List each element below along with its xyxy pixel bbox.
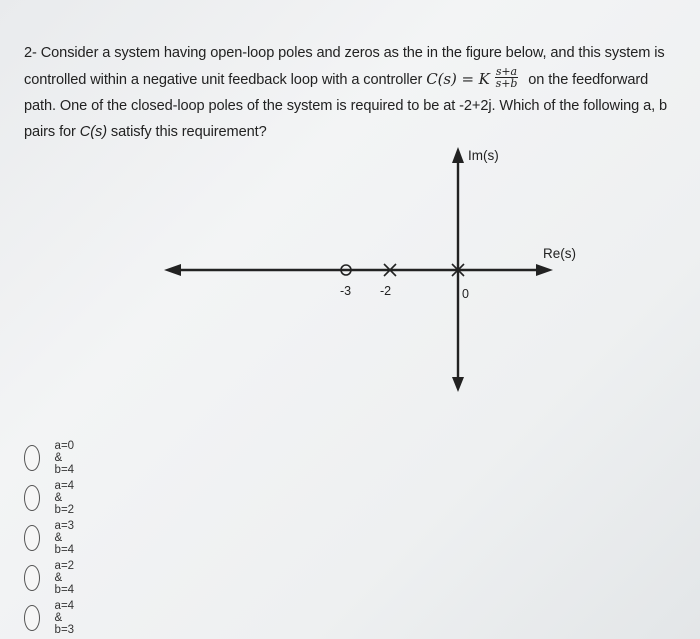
option-2[interactable]: [24, 480, 85, 516]
fraction-denominator: s+b: [495, 76, 518, 90]
question-line-2-start: controlled within a negative unit feedback loop with a controller: [24, 72, 423, 88]
real-axis-right-arrow: [536, 264, 553, 276]
fraction-numerator: s+a: [495, 64, 518, 78]
question-line-3: path. One of the closed-loop poles of the system is required to be at -2+2j. Which of the following a, b: [24, 98, 668, 114]
option-4[interactable]: [24, 560, 85, 596]
tick-label-zero: -3: [340, 284, 352, 298]
option-5[interactable]: [24, 600, 85, 636]
radio-button[interactable]: [24, 565, 40, 591]
tick-label-origin: 0: [462, 287, 469, 301]
option-label: a=0 & b=4: [54, 440, 75, 476]
question-line-2-end: on the feedforward: [528, 72, 649, 88]
question-line-4-start: pairs for: [24, 124, 76, 140]
option-1[interactable]: [24, 440, 85, 476]
real-axis-left-arrow: [164, 264, 181, 276]
tick-label-pole: -2: [380, 284, 392, 298]
option-label: a=4 & b=3: [54, 600, 75, 636]
imag-axis-label: Im(s): [468, 148, 499, 163]
option-label: a=3 & b=4: [54, 520, 75, 556]
option-label: a=4 & b=2: [54, 480, 75, 516]
question-line-4-cs: C(s): [79, 124, 107, 140]
radio-button[interactable]: [24, 605, 40, 631]
radio-button[interactable]: [24, 525, 40, 551]
imag-axis-up-arrow: [452, 147, 464, 163]
question-line-4-end: satisfy this requirement?: [110, 124, 267, 140]
radio-button[interactable]: [24, 485, 40, 511]
option-3[interactable]: [24, 520, 85, 556]
question-line-1: 2- Consider a system having open-loop poles and zeros as the in the figure below, and this system is: [24, 45, 665, 61]
real-axis-label: Re(s): [543, 246, 576, 261]
imag-axis-down-arrow: [452, 377, 464, 392]
option-label: a=2 & b=4: [54, 560, 75, 596]
radio-button[interactable]: [24, 445, 40, 471]
controller-expression: C(s) = K: [426, 70, 490, 88]
